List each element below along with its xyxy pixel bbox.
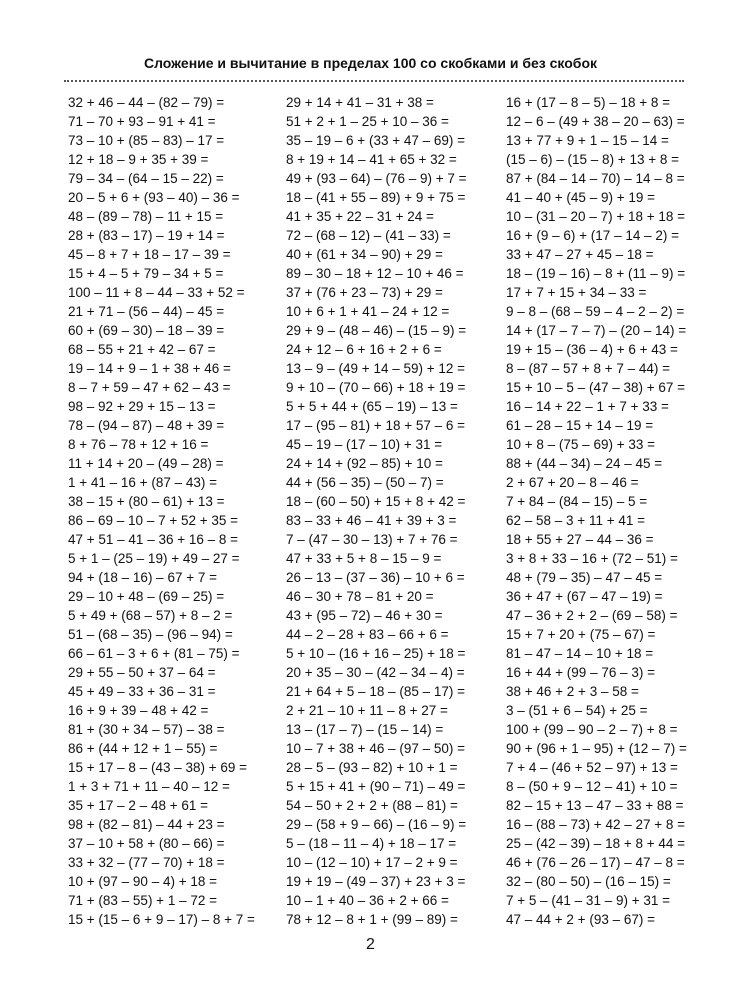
exercise-item: 47 – 36 + 2 + 2 – (69 – 58) = [506,608,678,623]
exercise-item: 2 + 67 + 20 – 8 – 46 = [506,475,639,490]
exercise-item: 24 + 14 + (92 – 85) + 10 = [286,456,443,471]
exercise-item: 20 – 5 + 6 + (93 – 40) – 36 = [68,190,240,205]
exercise-item: 15 + 10 – 5 – (47 – 38) + 67 = [506,380,686,395]
exercise-item: 88 + (44 – 34) – 24 – 45 = [506,456,663,471]
exercise-item: 5 + 10 – (16 + 16 – 25) + 18 = [286,646,466,661]
exercise-item: 38 + 46 + 2 + 3 – 58 = [506,684,639,699]
exercise-item: 100 + (99 – 90 – 2 – 7) + 8 = [506,722,678,737]
exercise-item: 8 – 7 + 59 – 47 + 62 – 43 = [68,380,231,395]
exercise-item: 33 + 32 – (77 – 70) + 18 = [68,855,225,870]
exercise-item: 100 – 11 + 8 – 44 – 33 + 52 = [68,285,245,300]
exercise-item: 54 – 50 + 2 + 2 + (88 – 81) = [286,798,458,813]
exercise-item: 3 – (51 + 6 – 54) + 25 = [506,703,648,718]
exercise-item: 29 + 14 + 41 – 31 + 38 = [286,95,434,110]
exercise-item: 15 + (15 – 6 + 9 – 17) – 8 + 7 = [68,912,255,927]
exercise-item: 32 – (80 – 50) – (16 – 15) = [506,874,671,889]
dotted-divider [64,80,684,82]
exercise-item: 73 – 10 + (85 – 83) – 17 = [68,133,225,148]
exercise-item: (15 – 6) – (15 – 8) + 13 + 8 = [506,152,679,167]
exercise-item: 48 + (79 – 35) – 47 – 45 = [506,570,663,585]
exercise-item: 2 + 21 – 10 + 11 – 8 + 27 = [286,703,448,718]
exercise-item: 7 – (47 – 30 – 13) + 7 + 76 = [286,532,458,547]
exercise-item: 29 + 55 – 50 + 37 – 64 = [68,665,216,680]
exercise-item: 5 – (18 – 11 – 4) + 18 – 17 = [286,836,457,851]
exercise-item: 12 + 18 – 9 + 35 + 39 = [68,152,209,167]
exercise-item: 10 – (12 – 10) + 17 – 2 + 9 = [286,855,458,870]
exercise-item: 5 + 1 – (25 – 19) + 49 – 27 = [68,551,240,566]
exercise-item: 7 + 5 – (41 – 31 – 9) + 31 = [506,893,670,908]
exercise-item: 47 – 44 + 2 + (93 – 67) = [506,912,655,927]
exercise-item: 60 + (69 – 30) – 18 – 39 = [68,323,225,338]
exercise-item: 29 – 10 + 48 – (69 – 25) = [68,589,225,604]
exercise-item: 1 + 41 – 16 + (87 – 43) = [68,475,217,490]
exercise-item: 16 + (17 – 8 – 5) – 18 + 8 = [506,95,670,110]
exercise-item: 10 – (31 – 20 – 7) + 18 + 18 = [506,209,686,224]
exercise-item: 98 + (82 – 81) – 44 + 23 = [68,817,225,832]
exercise-item: 7 + 84 – (84 – 15) – 5 = [506,494,648,509]
exercise-item: 18 + 55 + 27 – 44 – 36 = [506,532,654,547]
exercise-item: 18 – (60 – 50) + 15 + 8 + 42 = [286,494,466,509]
exercise-item: 5 + 49 + (68 – 57) + 8 – 2 = [68,608,233,623]
exercise-item: 10 – 1 + 40 – 36 + 2 + 66 = [286,893,449,908]
exercise-item: 18 – (41 + 55 – 89) + 9 + 75 = [286,190,466,205]
exercise-item: 10 + 6 + 1 + 41 – 24 + 12 = [286,304,450,319]
exercise-item: 17 – (95 – 81) + 18 + 57 – 6 = [286,418,466,433]
exercise-item: 81 – 47 – 14 – 10 + 18 = [506,646,654,661]
exercise-columns [0,93,741,927]
exercise-item: 78 – (94 – 87) – 48 + 39 = [68,418,225,433]
exercise-item: 28 + (83 – 17) – 19 + 14 = [68,228,225,243]
exercise-item: 37 – 10 + 58 + (80 – 66) = [68,836,225,851]
exercise-item: 20 + 35 – 30 – (42 – 34 – 4) = [286,665,465,680]
exercise-item: 61 – 28 – 15 + 14 – 19 = [506,418,654,433]
exercise-item: 13 – 9 – (49 + 14 – 59) + 12 = [286,361,466,376]
exercise-item: 13 + 77 + 9 + 1 – 15 – 14 = [506,133,669,148]
exercise-item: 19 + 19 – (49 – 37) + 23 + 3 = [286,874,466,889]
exercise-item: 8 – (50 + 9 – 12 – 41) + 10 = [506,779,678,794]
exercise-item: 29 – (58 + 9 – 66) – (16 – 9) = [286,817,467,832]
exercise-item: 16 + (9 – 6) + (17 – 14 – 2) = [506,228,679,243]
exercise-item: 26 – 13 – (37 – 36) – 10 + 6 = [286,570,465,585]
exercise-item: 86 – 69 – 10 – 7 + 52 + 35 = [68,513,239,528]
exercise-item: 16 + 44 + (99 – 76 – 3) = [506,665,655,680]
exercise-column-3 [506,93,687,929]
exercise-item: 68 – 55 + 21 + 42 – 67 = [68,342,216,357]
exercise-item: 87 + (84 – 14 – 70) – 14 – 8 = [506,171,685,186]
exercise-item: 25 – (42 – 39) – 18 + 8 + 44 = [506,836,686,851]
exercise-item: 8 + 76 – 78 + 12 + 16 = [68,437,209,452]
exercise-item: 89 – 30 – 18 + 12 – 10 + 46 = [286,266,464,281]
exercise-item: 72 – (68 – 12) – (41 – 33) = [286,228,451,243]
page-number: 2 [366,936,375,953]
exercise-item: 71 + (83 – 55) + 1 – 72 = [68,893,217,908]
exercise-item: 79 – 34 – (64 – 15 – 22) = [68,171,224,186]
exercise-item: 17 + 7 + 15 + 34 – 33 = [506,285,647,300]
exercise-item: 15 + 7 + 20 + (75 – 67) = [506,627,656,642]
exercise-item: 19 – 14 + 9 – 1 + 38 + 46 = [68,361,231,376]
exercise-item: 35 – 19 – 6 + (33 + 47 – 69) = [286,133,466,148]
exercise-item: 21 + 64 + 5 – 18 – (85 – 17) = [286,684,466,699]
exercise-item: 14 + (17 – 7 – 7) – (20 – 14) = [506,323,687,338]
exercise-item: 44 – 2 – 28 + 83 – 66 + 6 = [286,627,449,642]
exercise-item: 28 – 5 – (93 – 82) + 10 + 1 = [286,760,458,775]
exercise-item: 5 + 15 + 41 + (90 – 71) – 49 = [286,779,466,794]
exercise-item: 36 + 47 + (67 – 47 – 19) = [506,589,663,604]
exercise-item: 13 – (17 – 7) – (15 – 14) = [286,722,444,737]
exercise-item: 15 + 17 – 8 – (43 – 38) + 69 = [68,760,248,775]
exercise-column-2 [286,93,467,929]
exercise-column-1 [68,93,255,929]
exercise-item: 16 + 9 + 39 – 48 + 42 = [68,703,209,718]
exercise-item: 3 + 8 + 33 – 16 + (72 – 51) = [506,551,678,566]
exercise-item: 43 + (95 – 72) – 46 + 30 = [286,608,443,623]
exercise-item: 51 – (68 – 35) – (96 – 94) = [68,627,233,642]
exercise-item: 11 + 14 + 20 – (49 – 28) = [68,456,224,471]
exercise-item: 9 + 10 – (70 – 66) + 18 + 19 = [286,380,466,395]
exercise-item: 7 + 4 – (46 + 52 – 97) + 13 = [506,760,678,775]
exercise-item: 51 + 2 + 1 – 25 + 10 – 36 = [286,114,449,129]
exercise-item: 40 + (61 + 34 – 90) + 29 = [286,247,443,262]
exercise-item: 37 + (76 + 23 – 73) + 29 = [286,285,443,300]
exercise-item: 12 – 6 – (49 + 38 – 20 – 63) = [506,114,685,129]
exercise-item: 29 + 9 – (48 – 46) – (15 – 9) = [286,323,467,338]
exercise-item: 35 + 17 – 2 – 48 + 61 = [68,798,208,813]
exercise-item: 82 – 15 + 13 – 47 – 33 + 88 = [506,798,684,813]
exercise-item: 83 – 33 + 46 – 41 + 39 + 3 = [286,513,457,528]
exercise-item: 62 – 58 – 3 + 11 + 41 = [506,513,645,528]
exercise-item: 78 + 12 – 8 + 1 + (99 – 89) = [286,912,458,927]
exercise-item: 81 + (30 + 34 – 57) – 38 = [68,722,225,737]
exercise-item: 45 + 49 – 33 + 36 – 31 = [68,684,216,699]
exercise-item: 16 – 14 + 22 – 1 + 7 + 33 = [506,399,669,414]
exercise-item: 48 – (89 – 78) – 11 + 15 = [68,209,224,224]
exercise-item: 10 + 8 – (75 – 69) + 33 = [506,437,655,452]
exercise-item: 8 + 19 + 14 – 41 + 65 + 32 = [286,152,457,167]
exercise-item: 71 – 70 + 93 – 91 + 41 = [68,114,216,129]
exercise-item: 21 + 71 – (56 – 44) – 45 = [68,304,225,319]
exercise-item: 19 + 15 – (36 – 4) + 6 + 43 = [506,342,678,357]
exercise-item: 98 – 92 + 29 + 15 – 13 = [68,399,216,414]
exercise-item: 47 + 33 + 5 + 8 – 15 – 9 = [286,551,442,566]
exercise-item: 1 + 3 + 71 + 11 – 40 – 12 = [68,779,230,794]
exercise-item: 15 + 4 – 5 + 79 – 34 + 5 = [68,266,224,281]
exercise-item: 8 – (87 – 57 + 8 + 7 – 44) = [506,361,670,376]
exercise-item: 32 + 46 – 44 – (82 – 79) = [68,95,225,110]
exercise-item: 45 – 19 – (17 – 10) + 31 = [286,437,443,452]
exercise-item: 5 + 5 + 44 + (65 – 19) – 13 = [286,399,458,414]
exercise-item: 38 – 15 + (80 – 61) + 13 = [68,494,225,509]
exercise-item: 41 + 35 + 22 – 31 + 24 = [286,209,434,224]
exercise-item: 46 – 30 + 78 – 81 + 20 = [286,589,434,604]
exercise-item: 24 + 12 – 6 + 16 + 2 + 6 = [286,342,442,357]
exercise-item: 10 + (97 – 90 – 4) + 18 = [68,874,217,889]
exercise-item: 47 + 51 – 41 – 36 + 16 – 8 = [68,532,239,547]
exercise-item: 66 – 61 – 3 + 6 + (81 – 75) = [68,646,240,661]
exercise-item: 33 + 47 – 27 + 45 – 18 = [506,247,654,262]
exercise-item: 45 – 8 + 7 + 18 – 17 – 39 = [68,247,231,262]
exercise-item: 9 – 8 – (68 – 59 – 4 – 2 – 2) = [506,304,685,319]
exercise-item: 90 + (96 + 1 – 95) + (12 – 7) = [506,741,687,756]
page-title: Сложение и вычитание в пределах 100 со скобками и без скобок [143,55,598,71]
exercise-item: 41 – 40 + (45 – 9) + 19 = [506,190,655,205]
exercise-item: 46 + (76 – 26 – 17) – 47 – 8 = [506,855,685,870]
exercise-item: 10 – 7 + 38 + 46 – (97 – 50) = [286,741,466,756]
exercise-item: 18 – (19 – 16) – 8 + (11 – 9) = [506,266,686,281]
exercise-item: 94 + (18 – 16) – 67 + 7 = [68,570,217,585]
exercise-item: 86 + (44 + 12 + 1 – 55) = [68,741,218,756]
exercise-item: 49 + (93 – 64) – (76 – 9) + 7 = [286,171,467,186]
exercise-item: 44 + (56 – 35) – (50 – 7) = [286,475,444,490]
exercise-item: 16 – (88 – 73) + 42 – 27 + 8 = [506,817,686,832]
